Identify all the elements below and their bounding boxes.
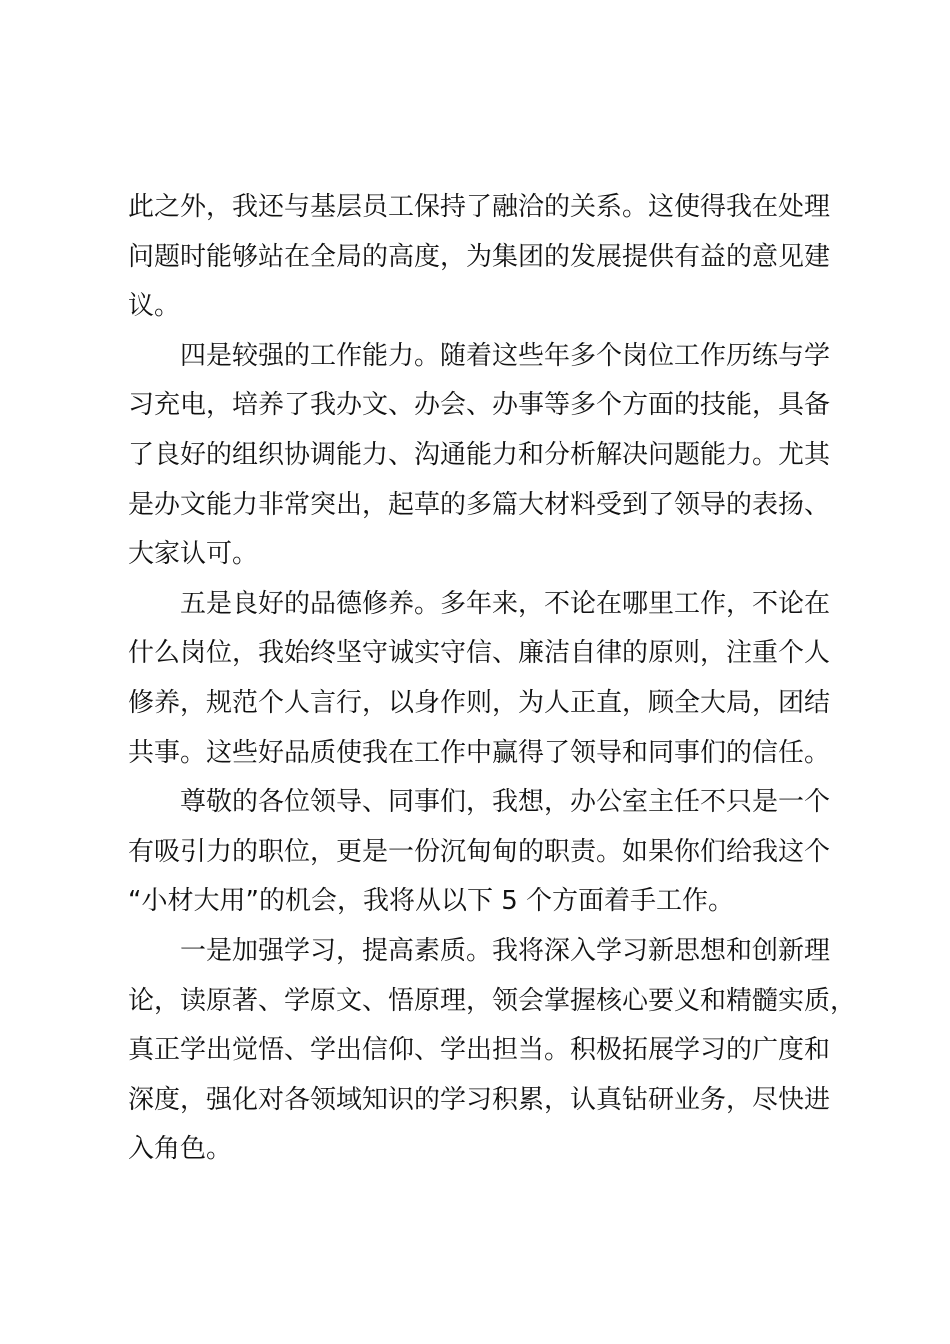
text-line: 入角色。 bbox=[128, 1134, 233, 1165]
paragraph-start-line: 五是良好的品德修养。多年来，不论在哪里工作，不论在 bbox=[180, 588, 831, 619]
text-line: 大家认可。 bbox=[128, 539, 259, 570]
text-line: 了良好的组织协调能力、沟通能力和分析解决问题能力。尤其 bbox=[128, 439, 831, 470]
text-line: 论，读原著、学原文、悟原理，领会掌握核心要义和精髓实质， bbox=[128, 985, 857, 1016]
text-line: 共事。这些好品质使我在工作中赢得了领导和同事们的信任。 bbox=[128, 737, 831, 768]
paragraph-start-line: 四是较强的工作能力。随着这些年多个岗位工作历练与学 bbox=[180, 340, 831, 371]
text-line: 此之外，我还与基层员工保持了融洽的关系。这使得我在处理 bbox=[128, 192, 831, 222]
text-line: 真正学出觉悟、学出信仰、学出担当。积极拓展学习的广度和 bbox=[128, 1035, 831, 1066]
text-line: 什么岗位，我始终坚守诚实守信、廉洁自律的原则，注重个人 bbox=[128, 638, 831, 669]
text-line: 修养，规范个人言行，以身作则，为人正直，顾全大局，团结 bbox=[128, 687, 831, 718]
paragraph-start-line: 尊敬的各位领导、同事们，我想，办公室主任不只是一个 bbox=[180, 787, 831, 818]
document-body bbox=[128, 183, 857, 1175]
text-line: 议。 bbox=[128, 291, 181, 322]
text-line: “小材大用”的机会，我将从以下 5 个方面着手工作。 bbox=[128, 886, 735, 917]
text-line: 深度，强化对各领域知识的学习积累，认真钻研业务，尽快进 bbox=[128, 1084, 831, 1115]
paragraph-start-line: 一是加强学习，提高素质。我将深入学习新思想和创新理 bbox=[180, 935, 831, 966]
text-line: 有吸引力的职位，更是一份沉甸甸的职责。如果你们给我这个 bbox=[128, 836, 831, 867]
text-line: 问题时能够站在全局的高度，为集团的发展提供有益的意见建 bbox=[128, 241, 831, 272]
text-line: 习充电，培养了我办文、办会、办事等多个方面的技能，具备 bbox=[128, 390, 831, 421]
text-line: 是办文能力非常突出，起草的多篇大材料受到了领导的表扬、 bbox=[128, 489, 831, 520]
